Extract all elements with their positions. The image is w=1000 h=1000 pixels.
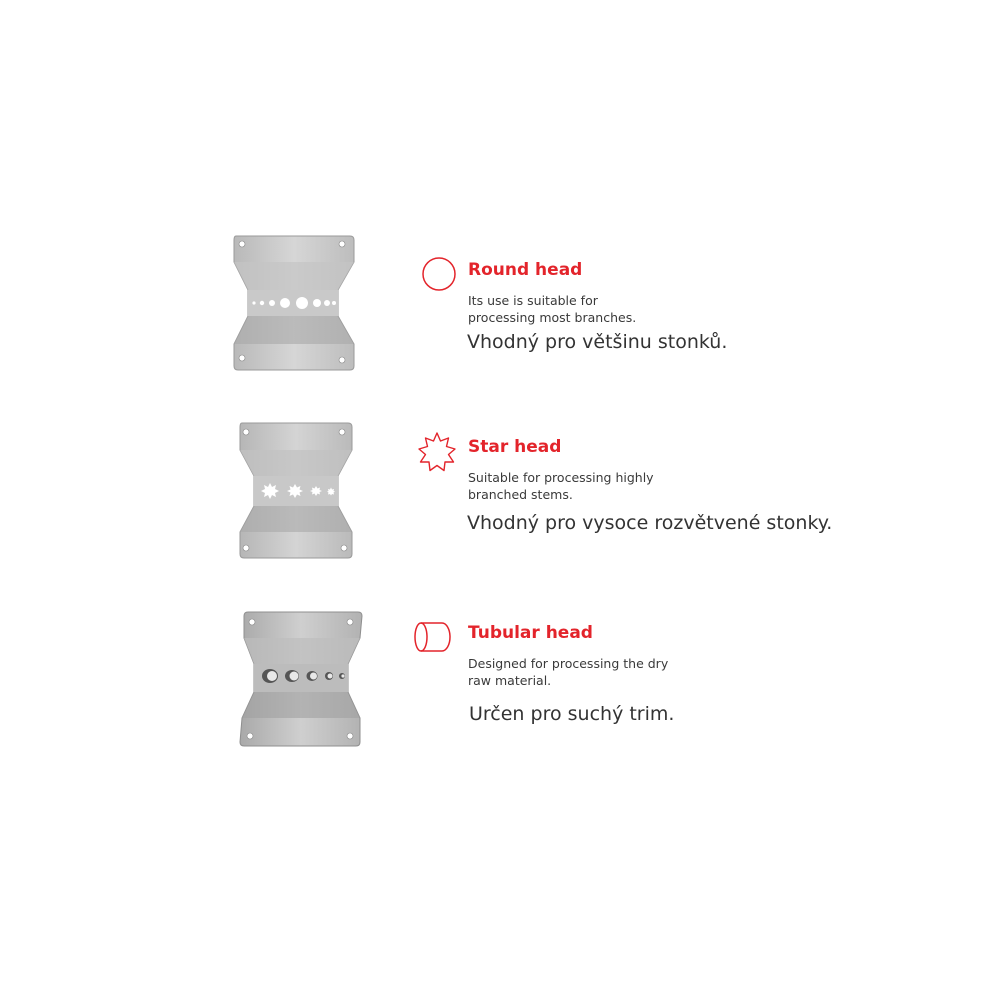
round-head-title: Round head (468, 260, 583, 280)
star-head-title: Star head (468, 437, 562, 457)
cylinder-icon (412, 620, 454, 654)
star-head-cz-text: Vhodný pro vysoce rozvětvené stonky. (467, 512, 833, 534)
star-head-desc-line-2: branched stems. (468, 487, 573, 502)
round-icon (420, 256, 458, 292)
round-head-desc-line-2: processing most branches. (468, 310, 637, 325)
round-head-cz-text: Vhodný pro většinu stonků. (467, 331, 728, 353)
tubular-head-desc-line-2: raw material. (468, 673, 552, 688)
tubular-head-title: Tubular head (468, 623, 593, 643)
round-head-plate-image (230, 232, 356, 372)
round-head-desc-line-1: Its use is suitable for (468, 293, 598, 308)
star-head-plate-image (234, 420, 356, 562)
tubular-head-desc-line-1: Designed for processing the dry (468, 656, 669, 671)
tubular-head-cz-text: Určen pro suchý trim. (469, 703, 675, 725)
star-head-desc-line-1: Suitable for processing highly (468, 470, 654, 485)
star-icon (416, 431, 458, 473)
tubular-head-plate-image (236, 608, 366, 750)
